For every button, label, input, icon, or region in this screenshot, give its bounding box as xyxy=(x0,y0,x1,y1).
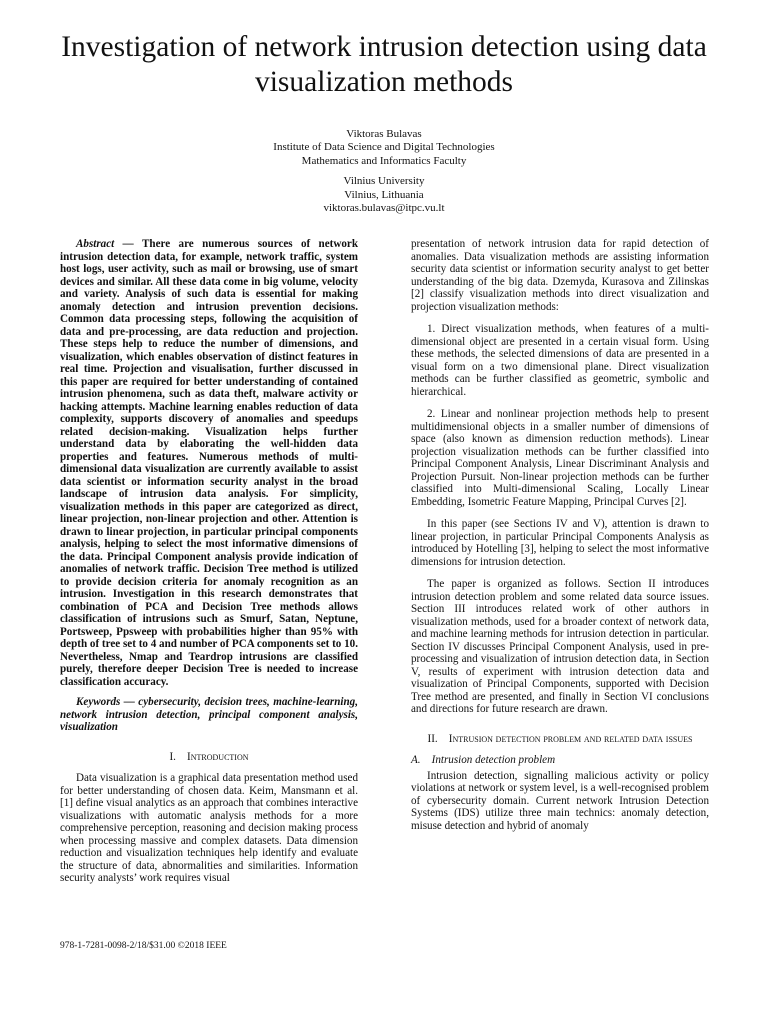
author-university: Vilnius University xyxy=(343,175,425,188)
section-1-heading: I. Introduction xyxy=(169,750,249,763)
right-column xyxy=(411,238,709,832)
abstract-text: There are numerous sources of network intrusion detection data, for example, network traffic, system host logs, user activity, such as mail or browsing, use of smart devices and similar. All these data come in big volume, velocity and variety. Analysis of such data is essential for making anomaly detection and intrusion prevention decisions. Common data processing steps, following the acquisition of data and pre-processing, are data reduction and projection. These steps help to reduce the number of dimensions, and visualization, which enables observation of distinct features in real time. Projection and visualisation, further discussed in this paper are required for better understanding of contained intrusion phenomena, such as data theft, malware activity or hacking attempts. Machine learning enables reduction of data complexity, supports discovery of anomalies and speedups related decision-making. Visualization helps further understand data by elaborating the well-hidden data properties and features. Numerous methods of multi-dimensional data visualization are currently available to assist data scientist or information security analyst in the broad landscape of intrusion data analysis. For simplicity, visualization methods in this paper are categorized as direct, linear projection, non-linear projection and other. Attention is drawn to linear projection, in particular principal components analysis, helping to select the most informative dimensions of the data. Principal Component analysis provide indication of anomalies of network traffic. Decision Tree method is utilized to provide decision criteria for anomaly recognition as an intrusion. Investigation in this research demonstrates that combination of PCA and Decision Tree methods allows classification of intrusions such as Smurf, Satan, Neptune, Portsweep, Ppsweep with probabilities higher than 95% with depth of tree set to 4 and number of PCA components set to 10. Nevertheless, Nmap and Teardrop intrusions are classified purely, therefore deeper Decision Tree is needed to increase classification accuracy. xyxy=(60,238,359,688)
left-column xyxy=(60,238,358,885)
section-2-heading: II. Intrusion detection problem and related data issues xyxy=(427,732,693,745)
author-block xyxy=(200,128,568,215)
abstract-lead: Abstract — xyxy=(76,238,143,250)
abstract xyxy=(60,238,358,688)
author-city: Vilnius, Lithuania xyxy=(344,188,424,201)
section-2a-heading: A. Intrusion detection problem xyxy=(411,754,556,766)
author-email: viktoras.bulavas@itpc.vu.lt xyxy=(323,202,445,215)
paper-title: Investigation of network intrusion detection using data visualization methods xyxy=(61,31,707,98)
section-2-paragraph-1: Intrusion detection, signalling malicious activity or policy violations at network or system level, is a well-recognised problem of cybersecurity domain. Current network Intrusion Detection Systems (IDS) utilize three main technics: anomaly detection, misuse detection and hybrid of anomaly xyxy=(411,769,709,832)
intro-paragraph-1-continued: presentation of network intrusion data for rapid detection of anomalies. Data visualization methods are assisting information security data scientist or information security analyst to get better understanding of the big data. Dzemyda, Kurasova and Zilinskas [2] classify visualization methods into direct visualization and projection visualization methods: xyxy=(411,238,709,313)
copyright-footer: 978-1-7281-0098-2/18/$31.00 ©2018 IEEE xyxy=(60,941,227,951)
intro-paragraph-2: In this paper (see Sections IV and V), attention is drawn to linear projection, in particular Principal Components Analysis as introduced by Hotelling [3], helping to select the most informative dimensions for intrusion detection. xyxy=(411,518,709,568)
author-name: Viktoras Bulavas xyxy=(346,128,422,140)
intro-list-item-1: 1. Direct visualization methods, when features of a multi-dimensional object are presented in a certain visual form. Using these methods, the selected dimensions of data are presented in a visual form on a two dimensional plane. Direct visualization methods can be further classified as geometric, symbolic and hierarchical. xyxy=(411,323,709,398)
intro-paragraph-3: The paper is organized as follows. Section II introduces intrusion detection problem and some related data source issues. Section III introduces related work of other authors in visualization methods, used for a broader context of network data, and machine learning methods for intrusion detection in particular. Section IV discusses Principal Component Analysis, used in pre-processing and visualization of intrusion detection data, in Section V, results of experiment with intrusion detection data and visualization of Principal Components, supported with Decision Tree method are presented, and finally in Section VI conclusions and directions for future research are drawn. xyxy=(411,578,709,715)
keywords: Keywords — cybersecurity, decision trees, machine-learning, network intrusion detection, principal component analysis, visualization xyxy=(60,696,358,733)
author-faculty: Mathematics and Informatics Faculty xyxy=(301,154,467,167)
intro-paragraph-1: Data visualization is a graphical data presentation method used for better understanding of chosen data. Keim, Mansmann et al. [1] define visual analytics as an approach that combines interactive visualizations with automatic analysis methods for a more comprehensive perception, reasoning and decision making process when processing massive and complex datasets. Data dimension reduction and visualization techniques help identify and evaluate the structure of data, abnormalities and similarities. Information security analysts’ work requires visual xyxy=(60,772,358,884)
author-institute: Institute of Data Science and Digital Technologies xyxy=(273,141,495,154)
intro-list-item-2: 2. Linear and nonlinear projection methods help to present multidimensional objects in a smaller number of dimensions of space (also known as dimension reduction methods). Linear projection visualization methods can be further classified into Principal Component Analysis, Linear Discriminant Analysis and Projection Pursuit. Non-linear projection methods can be further classified into Multi-dimensional Scaling, Locally Linear Embedding, Isometric Feature Mapping, Principal Curves [2]. xyxy=(411,408,709,508)
